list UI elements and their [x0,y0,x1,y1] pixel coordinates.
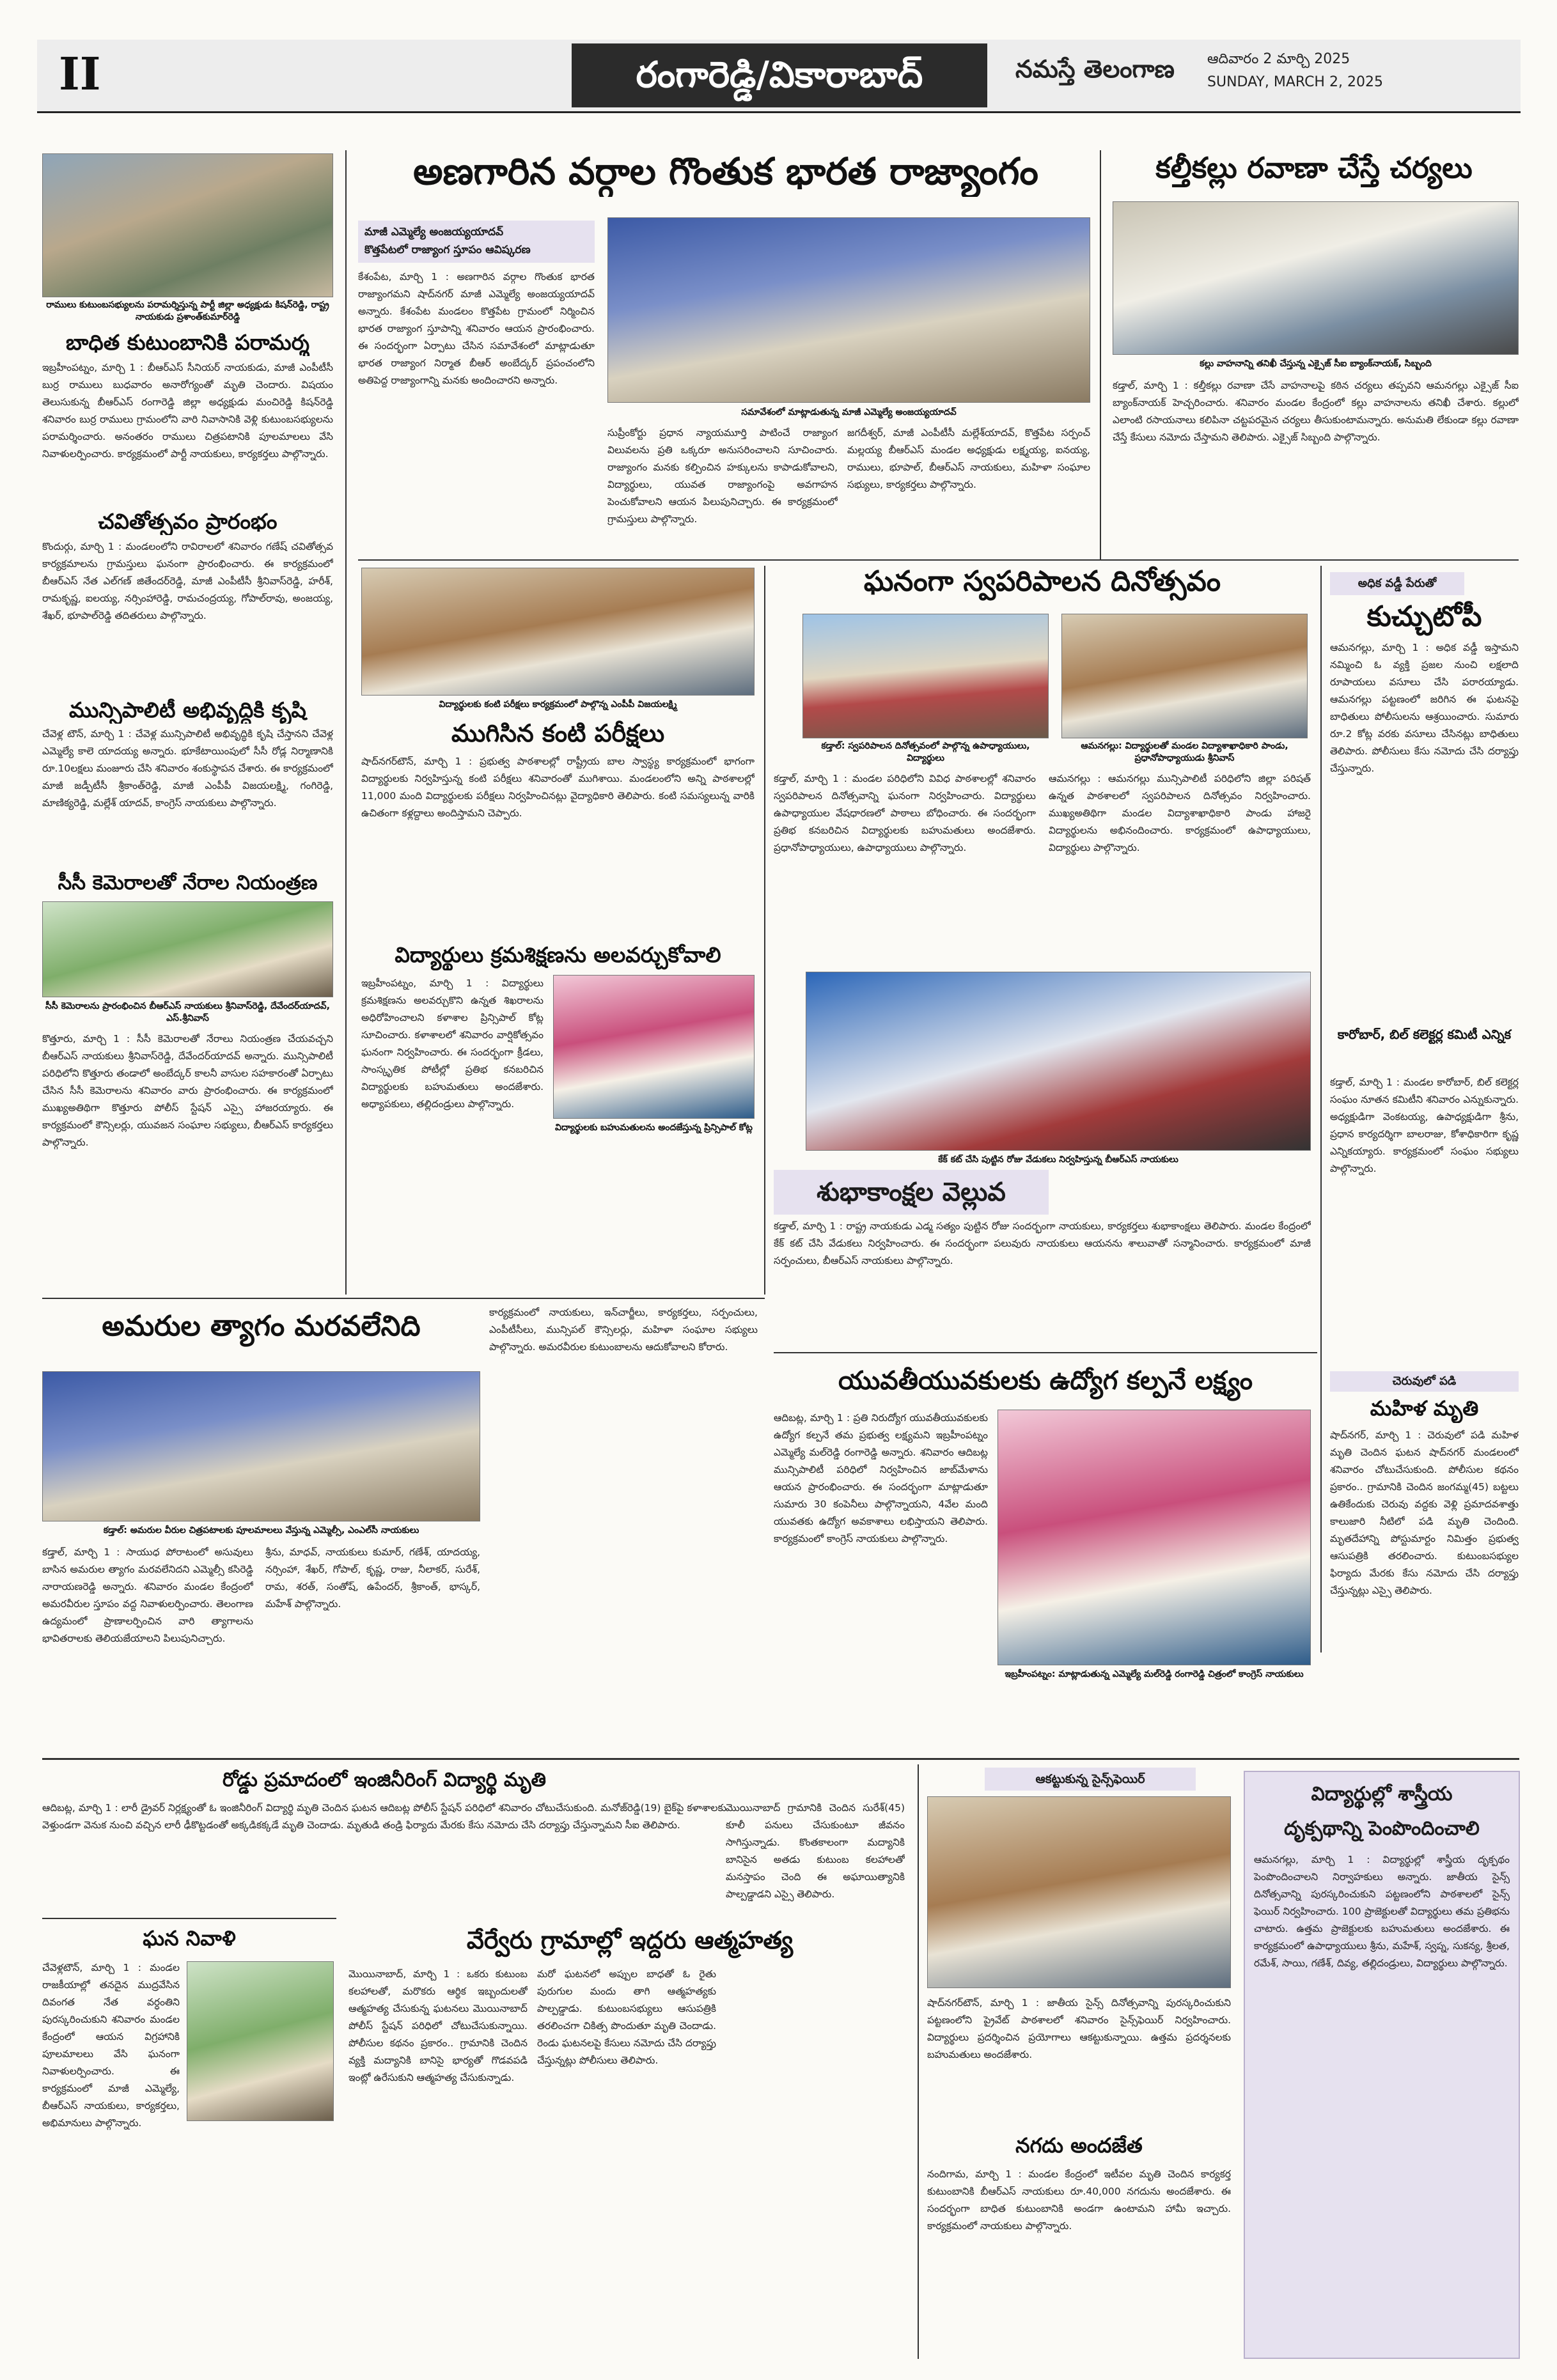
story-body: షాద్‌నగర్‌టౌన్, మార్చి 1 : ప్రభుత్వ పాఠశాలల్లో రాష్ట్రీయ బాల స్వాస్థ్య కార్యక్రమంలో భాగంగా విద్యార్థులకు నిర్వహిస్తున్న కంటి పరీక్షలు శనివారంతో ముగిశాయి. మండలంలోని అన్ని పాఠశాలల్లో 11,000 మంది విద్యార్థులకు పరీక్షలు నిర్వహించినట్లు వైద్యాధికారి తెలిపారు. కంటి సమస్యలున్న వారికి ఉచితంగా కళ్లద్దాలు అందిస్తామని చెప్పారు. [361,756,755,819]
story-headline: శుభాకాంక్షల వెల్లువ [817,1178,1006,1207]
story-body: నందిగామ, మార్చి 1 : మండల కేంద్రంలో ఇటీవల మృతి చెందిన కార్యకర్త కుటుంబానికి బీఆర్‌ఎస్ నాయకులు రూ.40,000 నగదును అందజేశారు. ఈ సందర్భంగా బాధిత కుటుంబానికి అండగా ఉంటామని హామీ ఇచ్చారు. కార్యక్రమంలో నాయకులు పాల్గొన్నారు. [927,2168,1231,2232]
story-body: షాద్‌నగర్, మార్చి 1 : చెరువులో పడి మహిళ మృతి చెందిన ఘటన షాద్‌నగర్ మండలంలో శనివారం చోటుచేసుకుంది. పోలీసుల కథనం ప్రకారం.. గ్రామానికి చెందిన జంగమ్మ(45) బట్టలు ఉతికేందుకు చెరువు వద్దకు వెళ్లి ప్రమాదవశాత్తు కాలుజారి నీటిలో పడి మృతి చెందింది. మృతదేహాన్ని పోస్టుమార్టం నిమిత్తం ప్రభుత్వ ఆసుపత్రికి తరలించారు. కుటుంబసభ్యుల ఫిర్యాదు మేరకు కేసు నమోదు చేసి దర్యాప్తు చేస్తున్నట్లు ఎస్సై తెలిపారు. [1330,1429,1519,1596]
lead-photo [607,217,1090,403]
story-body: శ్రీను, మాధవ్, నాయకులు కుమార్, గణేశ్, యాదయ్య, నర్సింహా, శేఖర్, గోపాల్, కృష్ణ, రాజు, నీలాకర్, సురేశ్, రామ, శరత్, సంతోష్, ఉపేందర్, శ్రీకాంత్, భాస్కర్, మహేశ్ పాల్గొన్నారు. [265,1546,480,1610]
story-body: మొయినాబాద్, మార్చి 1 : ఒకరు కుటుంబ కలహాలతో, మరొకరు ఆర్థిక ఇబ్బందులతో ఆత్మహత్య చేసుకున్న ఘటనలు మొయినాబాద్ పోలీస్ స్టేషన్ పరిధిలో చోటుచేసుకున్నాయి. పోలీసుల కథనం ప్రకారం.. గ్రామానికి చెందిన వ్యక్తి మద్యానికి బానిసై భార్యతో గొడవపడి ఇంట్లో ఉరేసుకుని ఆత్మహత్య చేసుకున్నాడు. [348,1968,528,2083]
photo-caption: ఇబ్రహీంపట్నం: మాట్లాడుతున్న ఎమ్మెల్యే మల్‌రెడ్డి రంగారెడ్డి చిత్రంలో కాంగ్రెస్ నాయకులు [1005,1669,1304,1679]
column-divider [1100,150,1101,559]
story-body: ఆమనగల్లు, మార్చి 1 : అధిక వడ్డీ ఇస్తామని నమ్మించి ఓ వ్యక్తి ప్రజల నుంచి లక్షలాది రూపాయలు వసూలు చేసి పరారయ్యాడు. ఆమనగల్లు పట్టణంలో జరిగిన ఈ ఘటనపై బాధితులు పోలీసులను ఆశ్రయించారు. సుమారు రూ.2 కోట్ల వరకు వసూలు చేసినట్లు బాధితులు తెలిపారు. పోలీసులు కేసు నమోదు చేసి దర్యాప్తు చేస్తున్నారు. [1330,642,1519,774]
column-divider [345,150,347,1295]
story-body: కొందుర్గు, మార్చి 1 : మండలంలోని రావిరాలలో శనివారం గణేష్ చవితోత్సవ కార్యక్రమాలను గ్రామస్తులు ఘనంగా ప్రారంభించారు. ఈ కార్యక్రమంలో బీఆర్‌ఎస్ నేత ఎల్‌గణ్ జితేందర్‌రెడ్డి, మాజీ ఎంపీటీసీ శ్రీనివాస్‌రెడ్డి, హరీశ్, రామకృష్ణ, ఐలయ్య, నర్సింహారెడ్డి, రామచంద్రయ్య, గోపాల్‌రావు, అంజయ్య, శేఖర్, భూపాల్‌రెడ్డి తదితరులు పాల్గొన్నారు. [42,541,333,621]
greetings-head-box [774,1170,1049,1215]
news-photo [361,568,755,696]
photo-caption: విద్యార్థులకు కంటి పరీక్షలు కార్యక్రమంలో పాల్గొన్న ఎంపీపీ విజయలక్ష్మి [439,699,677,710]
photo-caption: సమావేశంలో మాట్లాడుతున్న మాజీ ఎమ్మెల్యే అంజయ్యయాదవ్ [741,407,957,417]
section-divider [42,1918,336,1919]
story-kicker: ఆకట్టుకున్న సైన్స్‌ఫెయిర్ [985,1768,1196,1791]
story-kicker: అధిక వడ్డీ పేరుతో [1330,572,1464,595]
column-divider [918,1764,919,2359]
story-body: కడ్తాల్, మార్చి 1 : మండల పరిధిలోని వివిధ పాఠశాలల్లో శనివారం స్వపరిపాలన దినోత్సవాన్ని ఘనంగా నిర్వహించారు. విద్యార్థులు ఉపాధ్యాయుల వేషధారణలో పాఠాలు బోధించారు. ఈ సందర్భంగా ప్రతిభ కనబరిచిన విద్యార్థులకు బహుమతులు అందజేశారు. ప్రధానోపాధ్యాయులు, ఉపాధ్యాయులు పాల్గొన్నారు. [774,773,1036,853]
story-headline: విద్యార్థులు క్రమశిక్షణను అలవర్చుకోవాలి [395,942,721,967]
box-headline: విద్యార్థుల్లో శాస్త్రీయ [1311,1783,1453,1805]
story-headline: నగదు అందజేత [1015,2133,1143,2158]
story-headline: యువతీయువకులకు ఉద్యోగ కల్పనే లక్ష్యం [838,1366,1253,1396]
story-headline: కుచ్చుటోపీ [1366,600,1482,633]
story-headline: బాధిత కుటుంబానికి పరామర్శ [66,330,309,355]
news-photo [927,1796,1231,1988]
kicker-line: కొత్తపేటలో రాజ్యాంగ స్తూపం ఆవిష్కరణ [364,244,531,256]
date-english: SUNDAY, MARCH 2, 2025 [1207,74,1383,90]
story-headline: అమరుల త్యాగం మరవలేనిది [102,1310,421,1342]
paper-name: నమస్తే తెలంగాణ [1015,55,1175,83]
story-body: ఇబ్రహీంపట్నం, మార్చి 1 : విద్యార్థులు క్రమశిక్షణను అలవర్చుకొని ఉన్నత శిఖరాలను అధిరోహించాలని కళాశాల ప్రిన్సిపాల్ కోట్ల సూచించారు. కళాశాలలో శనివారం వార్షికోత్సవం ఘనంగా నిర్వహించారు. ఈ సందర్భంగా క్రీడలు, సాంస్కృతిక పోటీల్లో ప్రతిభ కనబరిచిన విద్యార్థులకు బహుమతులు అందజేశారు. అధ్యాపకులు, తల్లిదండ్రులు పాల్గొన్నారు. [361,977,544,1110]
box-headline: దృక్పథాన్ని పెంపొందించాలి [1284,1817,1480,1840]
story-body: చేవెళ్ల టౌన్, మార్చి 1 : చేవెళ్ల మున్సిపాలిటీ అభివృద్ధికి కృషి చేస్తానని చేవెళ్ల ఎమ్మెల్యే కాలె యాదయ్య అన్నారు. భూకేటాయింపులో సీసీ రోడ్ల నిర్మాణానికి రూ.10లక్షలు మంజూరు చేసి శనివారం శంకుస్థాపన చేశారు. ఈ కార్యక్రమంలో మాజీ జడ్పీటీసీ శ్రీకాంత్‌రెడ్డి, మాజీ ఎంపీపీ విజయలక్ష్మి, గంగిరెడ్డి, మాణిక్యరెడ్డి, మల్లేశ్‌ యాదవ్, కాంగ్రెస్ నాయకులు పాల్గొన్నారు. [42,728,333,809]
story-headline: మున్సిపాలిటీ అభివృద్ధికి కృషి [69,697,306,722]
story-headline: చవితోత్సవం ప్రారంభం [98,509,278,534]
story-body: జగదీశ్వర్, మాజీ ఎంపీటీసీ మల్లేశ్‌యాదవ్, కొత్తపేట సర్పంచ్ మల్లయ్య బీఆర్‌ఎస్ మండల అధ్యక్షుడు లక్ష్మయ్య, ఐనయ్య, రాములు, భూపాల్, బీఆర్‌ఎస్ నాయకులు, మహిళా సంఘాల సభ్యులు, కార్యకర్తలు పాల్గొన్నారు. [847,427,1090,490]
story-body: కడ్తాల్, మార్చి 1 : కల్తీకల్లు రవాణా చేసే వాహనాలపై కఠిన చర్యలు తప్పవని ఆమనగల్లు ఎక్సైజ్ సీఐ బ్యాంక్‌నాయక్ హెచ్చరించారు. శనివారం మండల కేంద్రంలో కల్లు వాహనాలను తనిఖీ చేశారు. కల్లులో ఎలాంటి రసాయనాలు కలిపినా చట్టపరమైన చర్యలు తీసుకుంటామన్నారు. అనుమతి లేకుండా కల్లు రవాణా చేస్తే కేసులు నమోదు చేస్తామని తెలిపారు. ఎక్సైజ్ సిబ్బంది పాల్గొన్నారు. [1113,380,1519,443]
column-divider [764,566,765,1295]
section-divider [42,1758,1519,1760]
story-headline: ఘనంగా స్వపరిపాలన దినోత్సవం [863,565,1221,598]
section-divider [774,1352,1317,1353]
photo-caption: విద్యార్థులకు బహుమతులను అందజేస్తున్న ప్రిన్సిపాల్ కోట్ల [555,1123,753,1133]
story-body: కడ్తాల్, మార్చి 1 : రాష్ట్ర నాయకుడు ఎడ్మ సత్యం పుట్టిన రోజు సందర్భంగా నాయకులు, కార్యకర్తలు శుభాకాంక్షలు తెలిపారు. మండల కేంద్రంలో కేక్ కట్ చేసి వేడుకలు నిర్వహించారు. ఈ సందర్భంగా పలువురు నాయకులు ఆయనను శాలువాతో సన్మానించారు. కార్యక్రమంలో మాజీ సర్పంచులు, బీఆర్‌ఎస్ నాయకులు పాల్గొన్నారు. [774,1220,1311,1266]
lead-headline: అణగారిన వర్గాల గొంతుక భారత రాజ్యాంగం [413,150,1038,193]
science-box [1244,1771,1520,2359]
masthead [37,40,1521,113]
news-photo [802,614,1049,738]
story-kicker: చెరువులో పడి [1330,1371,1519,1392]
story-headline: మహిళ మృతి [1370,1396,1479,1420]
date-telugu: ఆదివారం 2 మార్చి 2025 [1207,51,1350,67]
story-headline: కారోబార్, బిల్ కలెక్టర్ల కమిటీ ఎన్నిక [1337,1027,1512,1042]
column-divider [1320,566,1322,1653]
photo-caption: కడ్తాల్: స్వపరిపాలన దినోత్సవంలో పాల్గొన్న ఉపాధ్యాయులు, విద్యార్థులు [821,741,1030,763]
story-body: షాద్‌నగర్‌టౌన్, మార్చి 1 : జాతీయ సైన్స్ దినోత్సవాన్ని పురస్కరించుకుని పట్టణంలోని ప్రైవేట్ పాఠశాలలో శనివారం సైన్స్‌ఫెయిర్ నిర్వహించారు. విద్యార్థులు ప్రదర్శించిన ప్రయోగాలు ఆకట్టుకున్నాయి. ఉత్తమ ప్రదర్శనలకు బహుమతులు అందజేశారు. [927,1997,1231,2060]
news-photo [998,1410,1311,1665]
story-body: ఆదిబట్ల, మార్చి 1 : లారీ డ్రైవర్ నిర్లక్ష్యంతో ఓ ఇంజినీరింగ్ విద్యార్థి మృతి చెందిన ఘటన ఆదిబట్ల పోలీస్ స్టేషన్ పరిధిలో శనివారం చోటుచేసుకుంది. మనోజ్‌రెడ్డి(19) బైక్‌పై కళాశాలకు వెళ్తుండగా వెనుక నుంచి వచ్చిన లారీ ఢీకొట్టడంతో అక్కడికక్కడే మృతి చెందాడు. మృతుడి తండ్రి ఫిర్యాదు మేరకు కేసు నమోదు చేసి దర్యాప్తు చేస్తున్నామని సీఐ తెలిపారు. [42,1802,726,1831]
news-photo [1113,201,1519,355]
story-body: కొత్తూరు, మార్చి 1 : సీసీ కెమెరాలతో నేరాలు నియంత్రణ చేయవచ్చని బీఆర్‌ఎస్ నాయకులు శ్రీనివాస్‌రెడ్డి, దేవేందర్‌యాదవ్ అన్నారు. మున్సిపాలిటీ పరిధిలోని కొత్తూరు తండాలో అంబేద్కర్ కాలనీ వాసుల సహకారంతో ఏర్పాటు చేసిన సీసీ కెమెరాలను శనివారం వారు ప్రారంభించారు. ఈ కార్యక్రమంలో ముఖ్యఅతిథిగా కొత్తూరు పోలీస్ స్టేషన్ ఎస్సై హాజరయ్యారు. ఈ కార్యక్రమంలో కౌన్సిలర్లు, యువజన సంఘాల సభ్యులు, బీఆర్‌ఎస్ కార్యకర్తలు పాల్గొన్నారు. [42,1033,333,1148]
news-photo [42,153,333,297]
story-body: ఆదిబట్ల, మార్చి 1 : ప్రతి నిరుద్యోగ యువతీయువకులకు ఉద్యోగ కల్పనే తమ ప్రభుత్వ లక్ష్యమని ఇబ్రహీంపట్నం ఎమ్మెల్యే మల్‌రెడ్డి రంగారెడ్డి అన్నారు. శనివారం ఆదిబట్ల మున్సిపాలిటీ పరిధిలో నిర్వహించిన జాబ్‌మేళాను ఆయన ప్రారంభించారు. ఈ సందర్భంగా మాట్లాడుతూ సుమారు 30 కంపెనీలు పాల్గొన్నాయని, 4వేల మంది యువతకు ఉద్యోగ అవకాశాలు లభిస్తాయని తెలిపారు. కార్యక్రమంలో కాంగ్రెస్ నాయకులు పాల్గొన్నారు. [774,1412,988,1544]
news-photo [1061,614,1308,738]
photo-caption: కల్లు వాహనాన్ని తనిఖీ చేస్తున్న ఎక్సైజ్ సీఐ బ్యాంక్‌నాయక్, సిబ్బంది [1200,359,1432,369]
story-headline: ముగిసిన కంటి పరీక్షలు [451,719,665,747]
story-body: ఆమనగల్లు : ఆమనగల్లు మున్సిపాలిటీ పరిధిలోని జిల్లా పరిషత్ ఉన్నత పాఠశాలలో స్వపరిపాలన దినోత్సవం నిర్వహించారు. ముఖ్యఅతిథిగా మండల విద్యాశాఖాధికారి పాండు హాజరై విద్యార్థులను అభినందించారు. కార్యక్రమంలో ఉపాధ్యాయులు, విద్యార్థులు పాల్గొన్నారు. [1049,773,1311,853]
section-title: రంగారెడ్డి/వికారాబాద్ [572,43,987,107]
story-body: మరో ఘటనలో అప్పుల బాధతో ఓ రైతు పురుగుల మందు తాగి ఆత్మహత్యకు పాల్పడ్డాడు. కుటుంబసభ్యులు ఆసుపత్రికి తరలించగా చికిత్స పొందుతూ మృతి చెందాడు. రెండు ఘటనలపై కేసులు నమోదు చేసి దర్యాప్తు చేస్తున్నట్లు పోలీసులు తెలిపారు. [537,1968,716,2066]
photo-caption: ఆమనగల్లు: విద్యార్థులతో మండల విద్యాశాఖాధికారి పాండు, ప్రధానోపాధ్యాయుడు శ్రీనివాస్ [1081,741,1288,763]
story-body: చేవెళ్లటౌన్, మార్చి 1 : మండల రాజకీయాల్లో తనదైన ముద్రవేసిన దివంగత నేత వర్ధంతిని పురస్కరించుకుని శనివారం మండల కేంద్రంలో ఆయన విగ్రహానికి పూలమాలలు వేసి ఘనంగా నివాళులర్పించారు. ఈ కార్యక్రమంలో మాజీ ఎమ్మెల్యే, బీఆర్‌ఎస్ నాయకులు, కార్యకర్తలు, అభిమానులు పాల్గొన్నారు. [42,1962,180,2129]
story-body: కార్యక్రమంలో నాయకులు, ఇన్‌చార్జీలు, కార్యకర్తలు, సర్పంచులు, ఎంపీటీసీలు, మున్సిపల్ కౌన్సిలర్లు, మహిళా సంఘాల సభ్యులు పాల్గొన్నారు. అమరవీరుల కుటుంబాలను ఆదుకోవాలని కోరారు. [489,1307,758,1353]
story-body: ఇబ్రహీంపట్నం, మార్చి 1 : బీఆర్‌ఎస్ సీనియర్ నాయకుడు, మాజీ ఎంపీటీసీ బుర్ర రాములు బుధవారం అనారోగ్యంతో మృతి చెందారు. విషయం తెలుసుకున్న బీఆర్‌ఎస్ రంగారెడ్డి జిల్లా అధ్యక్షుడు మంచిరెడ్డి కిషన్‌రెడ్డి శనివారం బుర్ర రాములు గ్రామంలోని వారి నివాసానికి వెళ్లి కుటుంబసభ్యులను పరామర్శించారు. అనంతరం రాములు చిత్రపటానికి పూలమాలలు వేసి నివాళులర్పించారు. కార్యక్రమంలో పార్టీ నాయకులు, కార్యకర్తలు పాల్గొన్నారు. [42,362,333,460]
story-headline: రోడ్డు ప్రమాదంలో ఇంజినీరింగ్ విద్యార్థి మృతి [223,1769,546,1791]
page-number: II [59,47,101,100]
story-headline: కల్తీకల్లు రవాణా చేస్తే చర్యలు [1155,151,1473,185]
story-headline: సీసీ కెమెరాలతో నేరాల నియంత్రణ [58,871,318,894]
photo-caption: సీసీ కెమెరాలను ప్రారంభించిన బీఆర్‌ఎస్ నాయకులు శ్రీనివాస్‌రెడ్డి, దేవేందర్‌యాదవ్, ఎస్.శ్రీనివాస్ [45,1001,330,1023]
photo-caption: రాములు కుటుంబసభ్యులను పరామర్శిస్తున్న పార్టీ జిల్లా అధ్యక్షుడు కిషన్‌రెడ్డి, రాష్ట్ర నాయకుడు ప్రశాంత్‌కుమార్‌రెడ్డి [46,300,329,322]
story-body: మొయినాబాద్ గ్రామానికి చెందిన సురేశ్‌(45) కూలీ పనులు చేసుకుంటూ జీవనం సాగిస్తున్నాడు. కొంతకాలంగా మద్యానికి బానిసైన అతడు కుటుంబ కలహాలతో మనస్తాపం చెంది ఈ అఘాయిత్యానికి పాల్పడ్డాడని ఎస్సై తెలిపారు. [726,1802,905,1900]
news-photo [806,972,1311,1151]
news-photo [42,901,333,997]
story-body: ఆమనగల్లు, మార్చి 1 : విద్యార్థుల్లో శాస్త్రీయ దృక్పథం పెంపొందించాలని నిర్వాహకులు అన్నారు. జాతీయ సైన్స్ దినోత్సవాన్ని పురస్కరించుకుని పట్టణంలోని పాఠశాలలో సైన్స్ ఫెయిర్ నిర్వహించారు. 100 ప్రాజెక్టులతో విద్యార్థులు తమ ప్రతిభను చాటారు. ఉత్తమ ప్రాజెక్టులకు బహుమతులు అందజేశారు. ఈ కార్యక్రమంలో ఉపాధ్యాయులు శ్రీను, మహేశ్, స్వప్న, సుకన్య, శ్రీలత, రమేశ్, సాయి, గణేశ్, దివ్య, తల్లిదండ్రులు, విద్యార్థులు పాల్గొన్నారు. [1254,1854,1510,1969]
photo-caption: కేక్ కట్ చేసి పుట్టిన రోజు వేడుకలు నిర్వహిస్తున్న బీఆర్‌ఎస్ నాయకులు [938,1155,1178,1165]
story-body: సుప్రీంకోర్టు ప్రధాన న్యాయమూర్తి పాటించే రాజ్యాంగ విలువలను ప్రతి ఒక్కరూ అనుసరించాలని సూచించారు. రాజ్యాంగం మనకు కల్పించిన హక్కులను కాపాడుకోవాలని, విద్యార్థులు, యువత రాజ్యాంగంపై అవగాహన పెంచుకోవాలని ఆయన పిలుపునిచ్చారు. ఈ కార్యక్రమంలో గ్రామస్తులు పాల్గొన్నారు. [607,427,838,525]
story-body: కేశంపేట, మార్చి 1 : అణగారిన వర్గాల గొంతుక భారత రాజ్యాంగమని షాద్‌నగర్ మాజీ ఎమ్మెల్యే అంజయ్యయాదవ్ అన్నారు. కేశంపేట మండలం కొత్తపేట గ్రామంలో నిర్మించిన భారత రాజ్యాంగ స్తూపాన్ని శనివారం ఆయన ప్రారంభించారు. ఈ సందర్భంగా ఏర్పాటు చేసిన సమావేశంలో మాట్లాడుతూ భారత రాజ్యాంగ నిర్మాత బీఆర్ అంబేద్కర్ ప్రపంచంలోని అతిపెద్ద రాజ్యాంగాన్ని మనకు అందించారని అన్నారు. [358,271,595,386]
photo-caption: కడ్తాల్: అమరుల వీరుల చిత్రపటాలకు పూలమాలలు వేస్తున్న ఎమ్మెల్సీ, ఎంఎల్‌సీ నాయకులు [103,1525,419,1536]
story-headline: వేర్వేరు గ్రామాల్లో ఇద్దరు ఆత్మహత్య [466,1926,794,1954]
story-body: కడ్తాల్, మార్చి 1 : సాయుధ పోరాటంలో అసువులు బాసిన అమరుల త్యాగం మరవలేనిదని ఎమ్మెల్సీ కసిరెడ్డి నారాయణరెడ్డి అన్నారు. శనివారం మండల కేంద్రంలో అమరవీరుల స్తూపం వద్ద నివాళులర్పించారు. తెలంగాణ ఉద్యమంలో ప్రాణాలర్పించిన వారి త్యాగాలను భావితరాలకు తెలియజేయాలని పిలుపునిచ్చారు. [42,1546,253,1644]
section-divider [42,1298,765,1299]
story-headline: ఘన నివాళి [143,1926,236,1950]
kicker-line: మాజీ ఎమ్మెల్యే అంజయ్యయాదవ్ [364,226,504,238]
news-photo [187,1961,334,2121]
news-photo [553,975,755,1119]
lead-kicker [358,221,595,263]
news-photo [42,1371,480,1521]
story-body: కడ్తాల్, మార్చి 1 : మండల కారోబార్, బిల్ కలెక్టర్ల సంఘం నూతన కమిటీని శనివారం ఎన్నుకున్నారు. అధ్యక్షుడిగా వెంకటయ్య, ఉపాధ్యక్షుడిగా శ్రీను, ప్రధాన కార్యదర్శిగా బాలరాజు, కోశాధికారిగా కృష్ణ ఎన్నికయ్యారు. కార్యక్రమంలో సంఘం సభ్యులు పాల్గొన్నారు. [1330,1077,1519,1174]
